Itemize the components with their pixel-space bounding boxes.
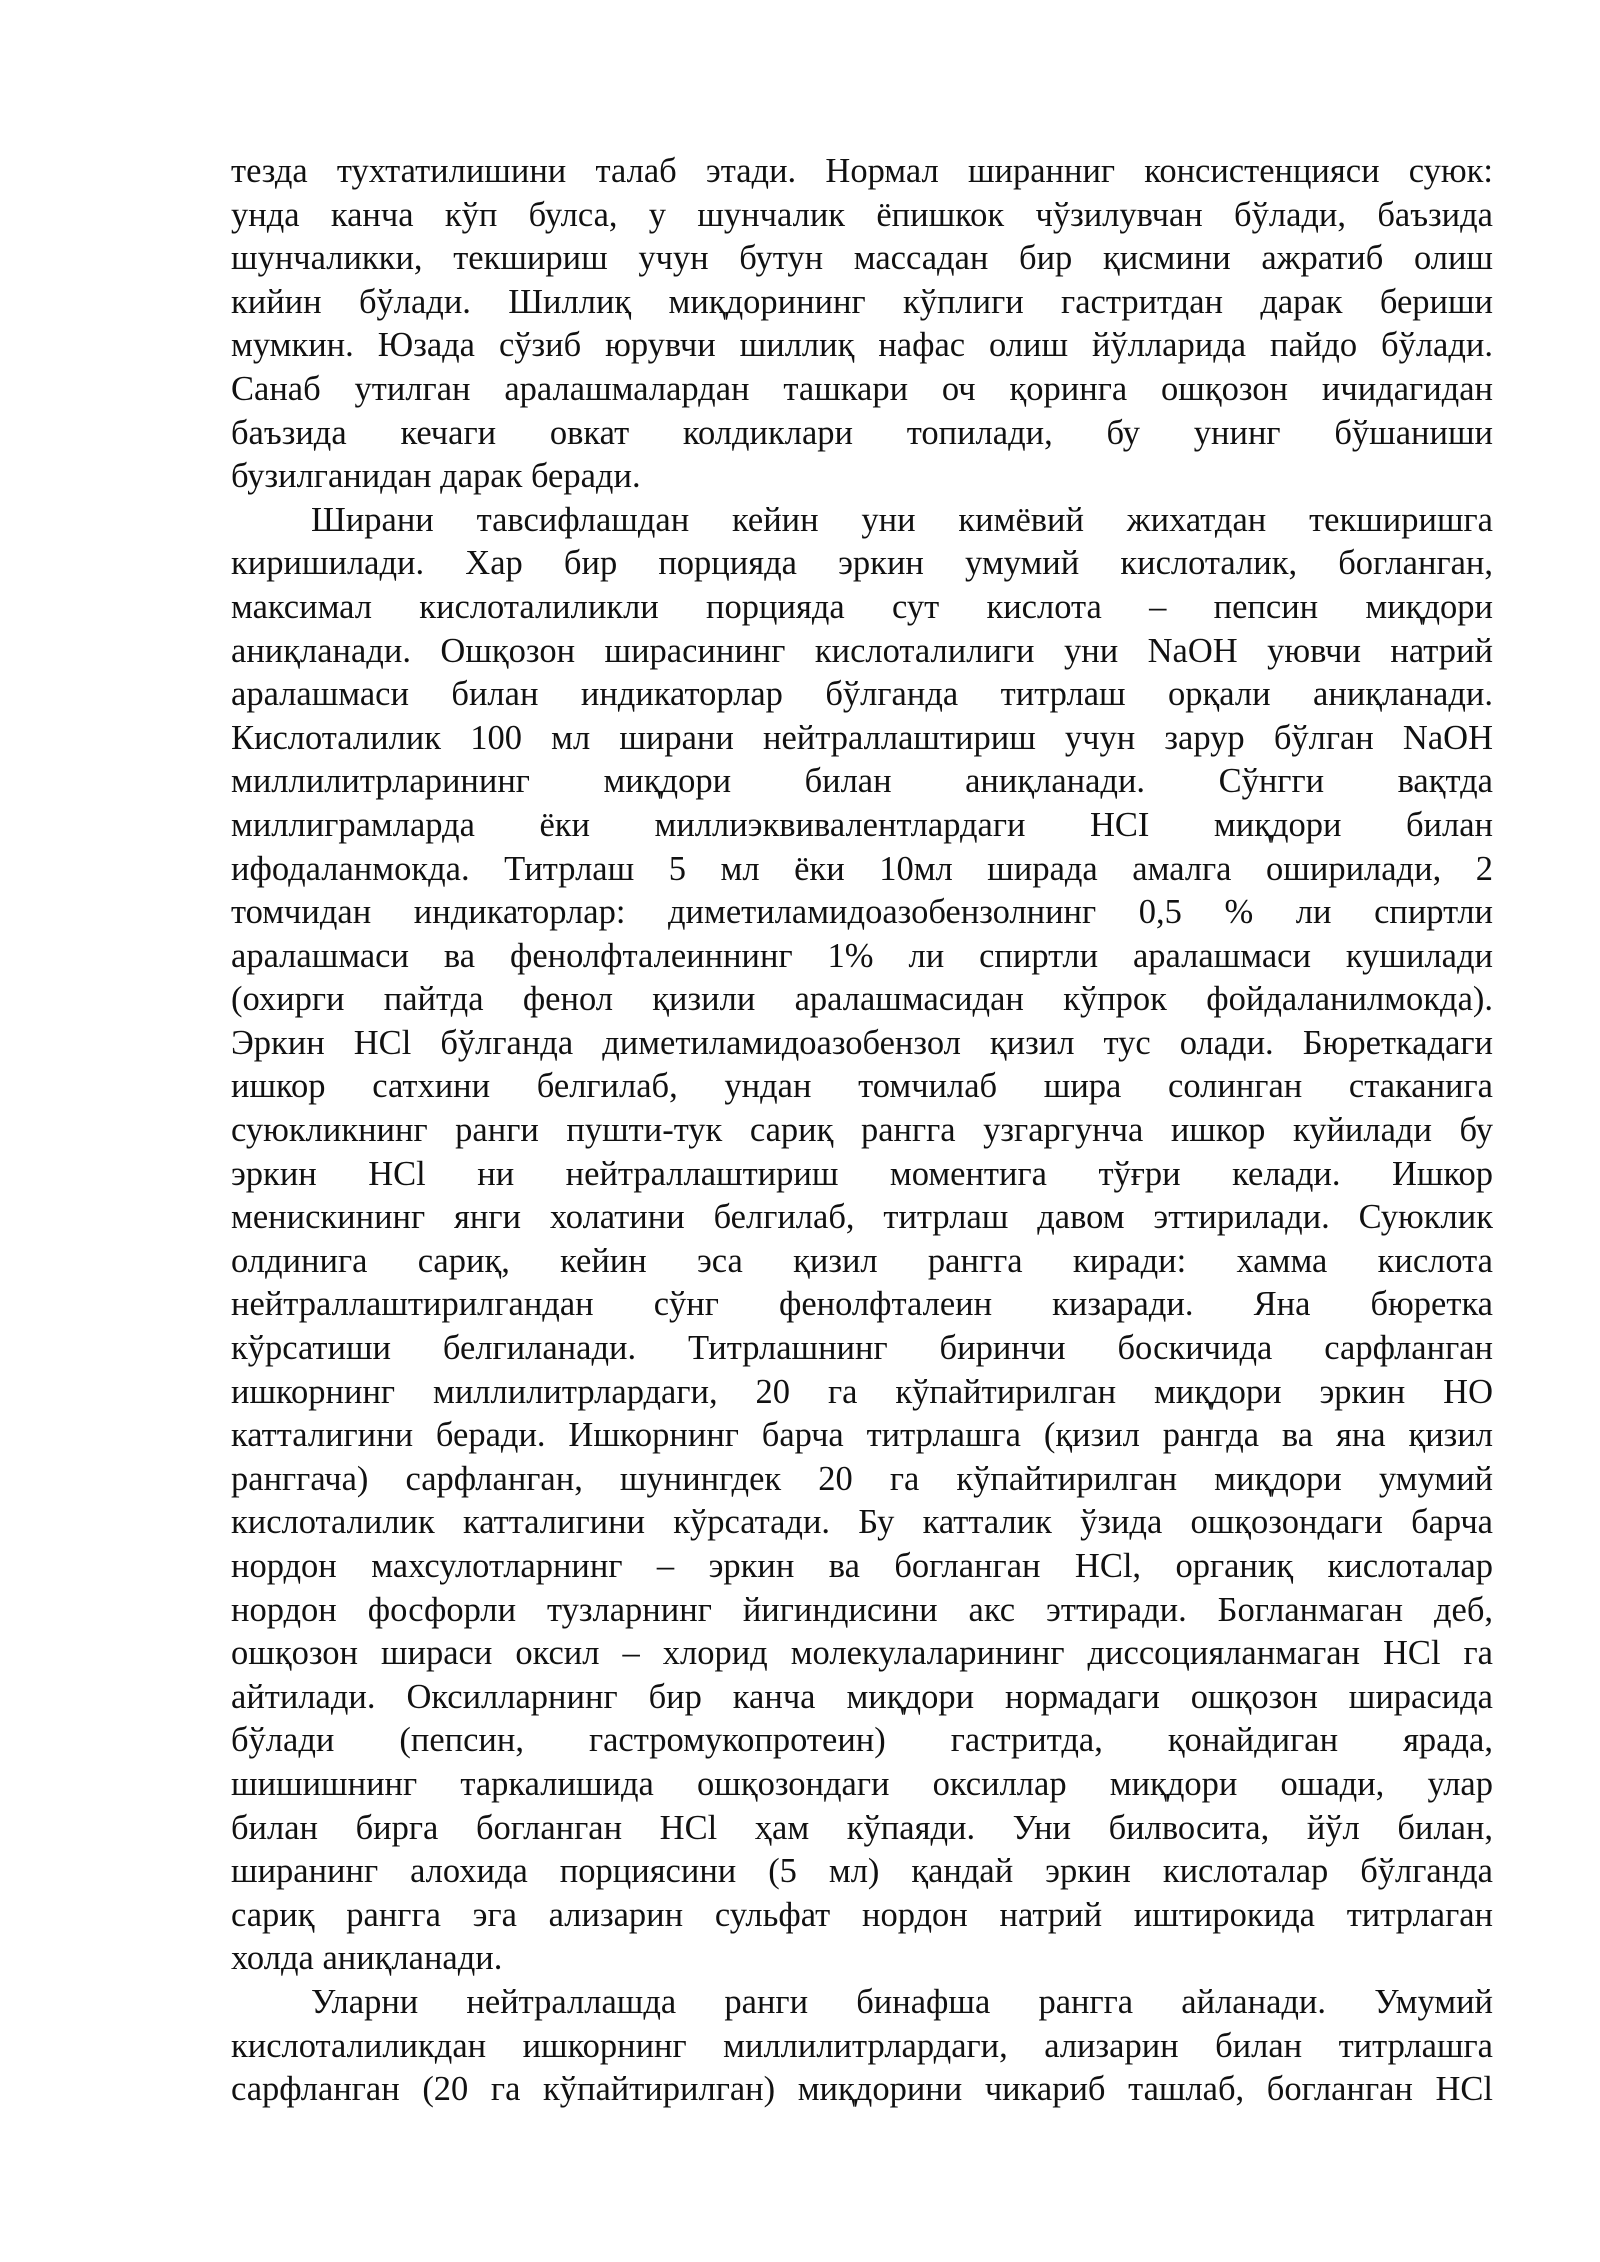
text-line: кислоталиликдан ишкорнинг миллилитрлардаги, ализарин билан титрлашга (231, 2026, 1493, 2065)
text-line: унда канча кўп булса, у шунчалик ёпишкок чўзилувчан бўлади, баъзида (231, 195, 1493, 234)
text-line: менискининг янги холатини белгилаб, титрлаш давом эттирилади. Суюклик (231, 1198, 1493, 1237)
text-line: холда аниқланади. (231, 1939, 503, 1978)
text-line: аралашмаси билан индикаторлар бўлганда титрлаш орқали аниқланади. (231, 675, 1493, 714)
text-line: сариқ рангга эга ализарин сульфат нордон натрий иштирокида титрлаган (231, 1895, 1493, 1934)
text-line: томчидан индикаторлар: диметиламидоазобензолнинг 0,5 % ли спиртли (231, 893, 1493, 932)
text-line: билан бирга богланган HCl ҳам кўпаяди. Уни билвосита, йўл билан, (231, 1808, 1493, 1847)
text-line: мумкин. Юзада сўзиб юрувчи шиллиқ нафас олиш йўлларида пайдо бўлади. (231, 326, 1493, 365)
text-line: ифодаланмокда. Титрлаш 5 мл ёки 10мл ширада амалга оширилади, 2 (231, 849, 1493, 888)
text-line: кийин бўлади. Шиллиқ миқдорининг кўплиги гастритдан дарак бериши (231, 282, 1493, 321)
text-line: аниқланади. Ошқозон ширасининг кислоталилиги уни NaOH уювчи натрий (231, 631, 1493, 670)
text-line: Кислоталилик 100 мл ширани нейтраллаштириш учун зарур бўлган NaOH (231, 718, 1493, 757)
text-line: (охирги пайтда фенол қизили аралашмасидан кўпрок фойдаланилмокда). (231, 980, 1493, 1019)
text-line: киришилади. Хар бир порцияда эркин умумий кислоталик, богланган, (231, 544, 1493, 583)
text-line: аралашмаси ва фенолфталеиннинг 1% ли спиртли аралашмаси кушилади (231, 936, 1493, 975)
text-line: Уларни нейтраллашда ранги бинафша рангга айланади. Умумий (311, 1982, 1493, 2021)
text-line: миллиграмларда ёки миллиэквивалентлардаги HCI миқдори билан (231, 805, 1493, 844)
text-line: Эркин HCl бўлганда диметиламидоазобензол қизил тус олади. Бюреткадаги (231, 1023, 1493, 1062)
document-page (231, 150, 1493, 2112)
text-line: ширанинг алохида порциясини (5 мл) қандай эркин кислоталар бўлганда (231, 1852, 1493, 1891)
text-line: олдинига сариқ, кейин эса қизил рангга киради: хамма кислота (231, 1241, 1493, 1280)
text-line: суюкликнинг ранги пушти-тук сариқ рангга узгаргунча ишкор куйилади бу (231, 1111, 1493, 1150)
text-line: тезда тухтатилишини талаб этади. Нормал ширанниг консистенцияси суюк: (231, 152, 1493, 190)
paragraph-2 (231, 499, 1493, 1981)
text-line: катталигини беради. Ишкорнинг барча титрлашга (қизил рангда ва яна қизил (231, 1416, 1493, 1455)
text-line: ошқозон шираси оксил – хлорид молекулаларининг диссоцияланмаган HCl га (231, 1634, 1493, 1673)
text-line: бузилганидан дарак беради. (231, 457, 641, 496)
text-line: ранггача) сарфланган, шунингдек 20 га кўпайтирилган миқдори умумий (231, 1459, 1493, 1498)
text-line: нордон фосфорли тузларнинг йигиндисини акс эттиради. Богланмаган деб, (231, 1590, 1493, 1629)
text-line: бўлади (пепсин, гастромукопротеин) гастритда, қонайдиган ярада, (231, 1721, 1493, 1760)
text-line: ишкор сатхини белгилаб, ундан томчилаб шира солинган стаканига (231, 1067, 1493, 1106)
text-line: миллилитрларининг миқдори билан аниқланади. Сўнгги вақтда (231, 762, 1493, 801)
paragraph-3 (231, 1981, 1493, 2112)
paragraph-1 (231, 150, 1493, 499)
text-line: кўрсатиши белгиланади. Титрлашнинг биринчи боскичида сарфланган (231, 1329, 1493, 1368)
text-line: шишишнинг таркалишида ошқозондаги оксиллар миқдори ошади, улар (231, 1764, 1493, 1803)
text-line: Санаб утилган аралашмалардан ташкари оч қоринга ошқозон ичидагидан (231, 369, 1493, 408)
text-line: ишкорнинг миллилитрлардаги, 20 га кўпайтирилган миқдори эркин HO (231, 1372, 1493, 1411)
text-line: эркин HCl ни нейтраллаштириш моментига тўғри келади. Ишкор (231, 1154, 1493, 1193)
text-line: айтилади. Оксилларнинг бир канча миқдори нормадаги ошқозон ширасида (231, 1677, 1493, 1716)
text-line: нордон махсулотларнинг – эркин ва богланган HCl, органиқ кислоталар (231, 1547, 1493, 1585)
text-line: максимал кислоталиликли порцияда сут кислота – пепсин миқдори (231, 587, 1493, 626)
text-line: кислоталилик катталигини кўрсатади. Бу катталик ўзида ошқозондаги барча (231, 1503, 1493, 1542)
text-line: нейтраллаштирилгандан сўнг фенолфталеин кизаради. Яна бюретка (231, 1285, 1493, 1324)
text-line: Ширани тавсифлашдан кейин уни кимёвий жихатдан текширишга (311, 500, 1493, 539)
text-line: баъзида кечаги овкат колдиклари топилади, бу унинг бўшаниши (231, 413, 1493, 452)
text-line: шунчаликки, текшириш учун бутун массадан бир қисмини ажратиб олиш (231, 239, 1493, 278)
text-line: сарфланган (20 га кўпайтирилган) миқдорини чикариб ташлаб, богланган HCl (231, 2070, 1493, 2109)
